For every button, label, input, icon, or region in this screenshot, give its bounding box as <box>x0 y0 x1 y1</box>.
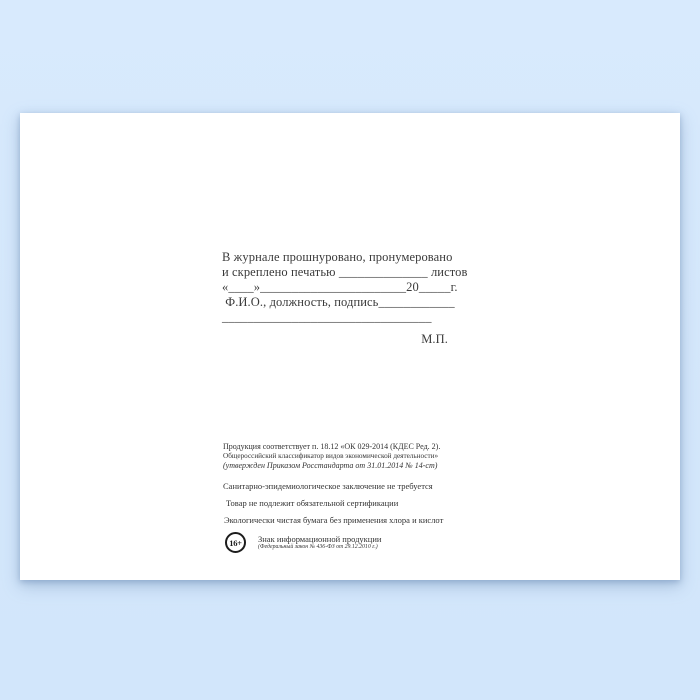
age-rating-label: 16+ <box>229 537 242 548</box>
age-rating-16-icon <box>225 532 246 553</box>
seal-signature-line: _________________________________ <box>222 310 432 324</box>
compliance-line-3: (утвержден Приказом Росстандарта от 31.01.2014 № 14-ст) <box>223 461 438 470</box>
journal-back-page <box>20 113 680 580</box>
note-sanitary: Санитарно-эпидемиологическое заключение не требуется <box>223 481 433 491</box>
age-mark-title: Знак информационной продукции <box>258 534 382 544</box>
compliance-line-2: Общероссийский классификатор видов экономической деятельности» <box>223 451 439 460</box>
seal-line-2: и скреплено печатью ______________ листов <box>222 265 468 279</box>
compliance-block <box>223 442 440 471</box>
age-mark-row <box>225 532 381 553</box>
note-ecology: Экологически чистая бумага без применения хлора и кислот <box>224 515 444 525</box>
seal-line-1: В журнале прошнуровано, пронумеровано <box>222 250 453 264</box>
seal-certification-block <box>222 250 468 347</box>
age-mark-text <box>258 535 381 551</box>
seal-line-3: «____»_______________________20_____г. <box>222 280 458 294</box>
age-mark-law: (Федеральный закон № 436-ФЗ от 29.12.2010 г.) <box>258 544 378 550</box>
stamp-place-abbr: М.П. <box>421 332 448 346</box>
compliance-line-1: Продукция соответствует п. 18.12 «ОК 029-2014 (КДЕС Ред. 2). <box>223 442 441 451</box>
note-certification: Товар не подлежит обязательной сертификации <box>226 498 399 508</box>
seal-line-4: Ф.И.О., должность, подпись____________ <box>222 295 455 309</box>
